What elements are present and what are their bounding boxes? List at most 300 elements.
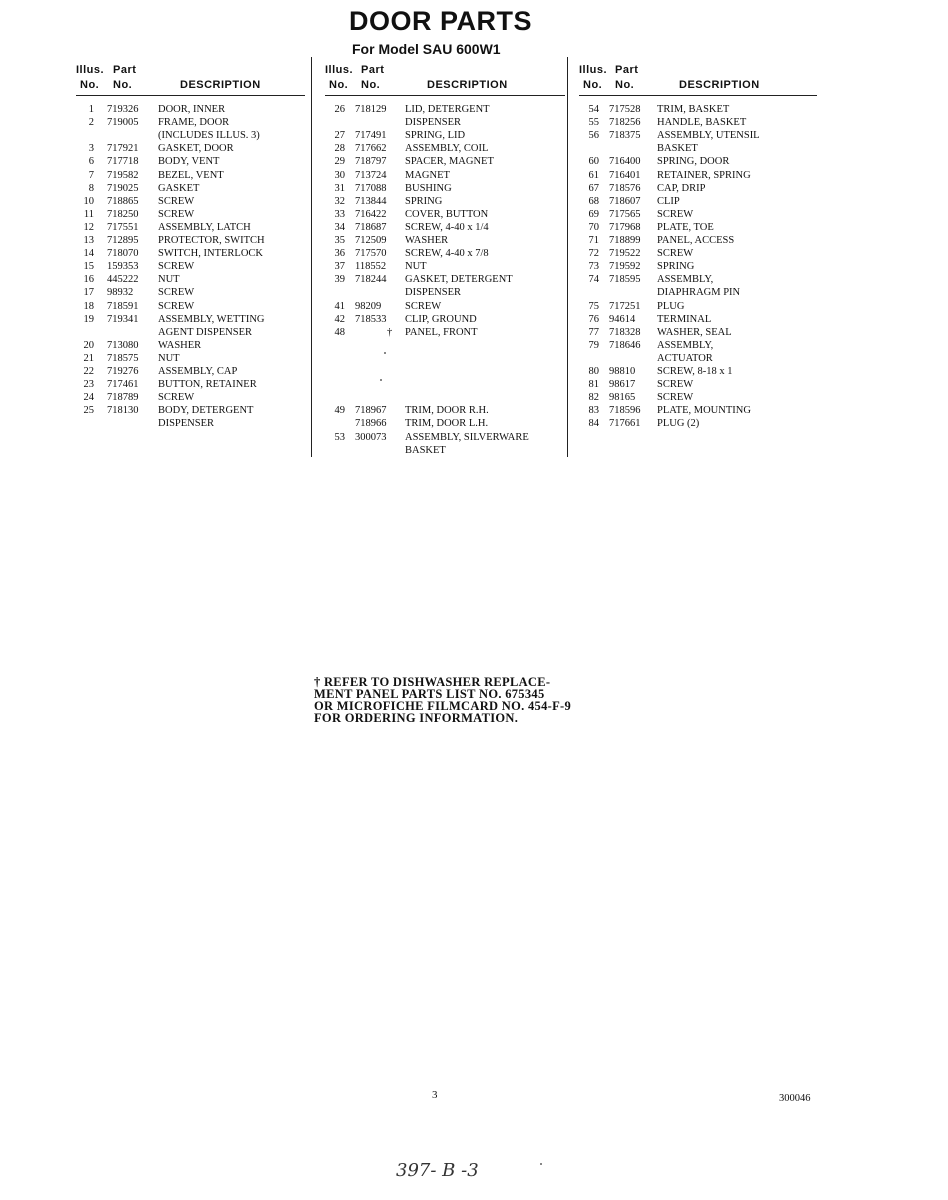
header-illus: Illus.	[579, 64, 608, 76]
header-part: Part	[615, 64, 639, 76]
part-description: ASSEMBLY, UTENSIL	[657, 130, 760, 142]
part-number: 717491	[355, 130, 387, 142]
table-row	[579, 221, 817, 234]
table-row	[76, 169, 305, 182]
table-row	[325, 103, 565, 116]
table-row	[76, 221, 305, 234]
illus-number: 56	[588, 130, 599, 142]
part-number: 713080	[107, 339, 139, 351]
table-row	[579, 169, 817, 182]
part-number: 717662	[355, 143, 387, 155]
part-description: SCREW	[158, 287, 195, 299]
part-number: 718129	[355, 104, 387, 115]
table-row	[325, 260, 565, 273]
column-header	[325, 62, 565, 96]
header-part: Part	[113, 64, 137, 76]
part-number: 159353	[107, 261, 139, 273]
illus-number: 24	[83, 392, 94, 404]
table-row	[579, 365, 817, 378]
parts-column-2	[325, 62, 565, 456]
part-number: 445222	[107, 274, 139, 286]
part-number: 717718	[107, 156, 139, 168]
illus-number: 37	[334, 261, 345, 273]
part-description: SCREW	[657, 379, 694, 391]
part-description: BASKET	[405, 444, 446, 456]
part-description: BODY, DETERGENT	[158, 405, 254, 417]
note-line: FOR ORDERING INFORMATION.	[314, 711, 519, 725]
illus-number: 71	[588, 235, 599, 246]
note-line: MENT PANEL PARTS LIST NO. 675345	[314, 687, 545, 701]
table-row	[579, 391, 817, 404]
part-description: BUTTON, RETAINER	[158, 379, 257, 391]
part-number: 718967	[355, 405, 387, 417]
part-description: DIAPHRAGM PIN	[657, 287, 741, 299]
part-description: BEZEL, VENT	[158, 169, 224, 181]
illus-number: 17	[83, 287, 94, 299]
table-row	[325, 195, 565, 208]
table-row	[76, 155, 305, 168]
handwritten-mark: 397- B -3	[396, 1160, 479, 1181]
illus-number: 3	[88, 143, 94, 155]
illus-number: 73	[588, 261, 599, 273]
table-row	[579, 142, 817, 155]
illus-number: 54	[588, 104, 599, 115]
part-description: LID, DETERGENT	[405, 104, 490, 115]
part-description: AGENT DISPENSER	[158, 326, 253, 338]
table-row	[76, 365, 305, 378]
table-row	[325, 365, 565, 378]
part-number: 713844	[355, 195, 387, 207]
part-description: DISPENSER	[158, 418, 215, 430]
illus-number: 68	[588, 195, 599, 207]
table-row	[579, 313, 817, 326]
part-description: GASKET	[158, 182, 200, 194]
part-description: ASSEMBLY, COIL	[405, 143, 489, 155]
part-description: SCREW	[158, 300, 195, 312]
part-number: 718328	[609, 326, 641, 338]
table-row	[325, 129, 565, 142]
illus-number: 81	[588, 379, 599, 391]
header-rule	[76, 95, 305, 96]
part-description: SCREW, 4-40 x 7/8	[405, 248, 489, 260]
table-row	[579, 300, 817, 313]
part-number: 717968	[609, 221, 641, 233]
illus-number: 60	[588, 156, 599, 168]
part-number: 718687	[355, 221, 387, 233]
part-number: 718607	[609, 195, 641, 207]
part-description: SPACER, MAGNET	[405, 156, 494, 168]
part-description: SWITCH, INTERLOCK	[158, 248, 263, 260]
table-row	[579, 352, 817, 365]
illus-number: 39	[334, 274, 345, 286]
column-header	[579, 62, 817, 96]
illus-number: 19	[83, 313, 94, 325]
document-code: 300046	[779, 1093, 811, 1104]
part-number: 716400	[609, 156, 641, 168]
part-description: ASSEMBLY, WETTING	[158, 313, 265, 325]
table-row	[579, 417, 817, 430]
part-number: 716422	[355, 208, 387, 220]
part-number: 718591	[107, 300, 139, 312]
header-part-no: No.	[113, 79, 133, 91]
part-description: SPRING, LID	[405, 130, 466, 142]
table-row	[579, 103, 817, 116]
table-row	[579, 208, 817, 221]
part-description: BUSHING	[405, 182, 452, 194]
part-number: 718130	[107, 405, 139, 417]
column-header	[76, 62, 305, 96]
part-number: 98810	[609, 366, 636, 377]
part-number: 98617	[609, 379, 636, 391]
illus-number: 72	[588, 248, 599, 260]
illus-number: 13	[83, 235, 94, 246]
table-row	[579, 326, 817, 339]
table-row	[325, 273, 565, 286]
part-description: PLATE, TOE	[657, 221, 714, 233]
part-number: 718375	[609, 130, 641, 142]
table-row	[325, 339, 565, 352]
part-description: CLIP	[657, 195, 680, 207]
illus-number: 21	[83, 352, 94, 364]
part-number: 717565	[609, 208, 641, 220]
table-row	[325, 247, 565, 260]
part-description: SPRING, DOOR	[657, 156, 730, 168]
column-divider-1	[311, 57, 312, 457]
header-rule	[579, 95, 817, 96]
part-number: †	[387, 326, 393, 338]
part-description: SCREW	[158, 195, 195, 207]
illus-number: 69	[588, 208, 599, 220]
part-description: TRIM, DOOR L.H.	[405, 418, 489, 430]
illus-number: 61	[588, 169, 599, 181]
part-number: 719522	[609, 248, 641, 260]
part-description: WASHER, SEAL	[657, 326, 732, 338]
part-number: 719276	[107, 366, 139, 377]
table-row	[76, 234, 305, 247]
part-description: GASKET, DOOR	[158, 143, 234, 155]
part-number: 717921	[107, 143, 139, 155]
illus-number: 20	[83, 339, 94, 351]
illus-number: 84	[588, 418, 599, 430]
part-number: 718899	[609, 235, 641, 246]
illus-number: 67	[588, 182, 599, 194]
part-number: 718797	[355, 156, 387, 168]
part-description: ASSEMBLY,	[657, 339, 714, 351]
illus-number: 49	[334, 405, 345, 417]
table-row	[76, 182, 305, 195]
table-row	[76, 208, 305, 221]
table-row	[325, 155, 565, 168]
table-row	[76, 313, 305, 326]
part-description: COVER, BUTTON	[405, 208, 489, 220]
illus-number: 41	[334, 300, 345, 312]
table-row	[76, 129, 305, 142]
illus-number: 48	[334, 326, 345, 338]
part-description: SPRING	[405, 195, 443, 207]
part-number: 719005	[107, 117, 139, 129]
part-number: 712895	[107, 235, 139, 246]
header-description: DESCRIPTION	[427, 79, 508, 91]
table-row	[325, 378, 565, 391]
table-row	[325, 169, 565, 182]
illus-number: 36	[334, 248, 345, 260]
illus-number: 27	[334, 130, 345, 142]
table-row	[325, 391, 565, 404]
part-description: BODY, VENT	[158, 156, 220, 168]
part-description: DISPENSER	[405, 117, 462, 129]
table-row	[325, 208, 565, 221]
part-number: 718256	[609, 117, 641, 129]
note-line: OR MICROFICHE FILMCARD NO. 454-F-9	[314, 699, 572, 713]
illus-number: 8	[88, 182, 94, 194]
illus-number: 82	[588, 392, 599, 404]
part-description: NUT	[405, 261, 427, 273]
header-rule	[325, 95, 565, 96]
part-description: WASHER	[405, 235, 449, 246]
part-number: 718244	[355, 274, 387, 286]
part-number: 718789	[107, 392, 139, 404]
table-row	[579, 404, 817, 417]
header-part-no: No.	[361, 79, 381, 91]
part-number: 719341	[107, 313, 139, 325]
part-number: 712509	[355, 235, 387, 246]
speck	[384, 352, 386, 354]
part-description: SCREW	[405, 300, 442, 312]
part-number: 718646	[609, 339, 641, 351]
table-row	[579, 247, 817, 260]
table-row	[579, 195, 817, 208]
illus-number: 28	[334, 143, 345, 155]
part-description: TRIM, DOOR R.H.	[405, 405, 489, 417]
table-row	[76, 378, 305, 391]
part-description: SCREW, 8-18 x 1	[657, 366, 733, 377]
part-number: 718575	[107, 352, 139, 364]
model-subtitle: For Model SAU 600W1	[352, 41, 501, 57]
part-description: ASSEMBLY, LATCH	[158, 221, 251, 233]
illus-number: 10	[83, 195, 94, 207]
table-row	[76, 286, 305, 299]
illus-number: 2	[88, 117, 94, 129]
table-row	[76, 352, 305, 365]
table-row	[579, 182, 817, 195]
table-row	[325, 431, 565, 444]
header-description: DESCRIPTION	[679, 79, 760, 91]
illus-number: 55	[588, 117, 599, 129]
table-row	[76, 247, 305, 260]
part-number: 98932	[107, 287, 134, 299]
part-number: 719326	[107, 104, 139, 115]
part-description: HANDLE, BASKET	[657, 117, 747, 129]
part-number: 718596	[609, 405, 641, 417]
illus-number: 80	[588, 366, 599, 377]
illus-number: 16	[83, 274, 94, 286]
illus-number: 29	[334, 156, 345, 168]
part-number: 717570	[355, 248, 387, 260]
illus-number: 12	[83, 221, 94, 233]
part-description: NUT	[158, 352, 180, 364]
table-row	[325, 404, 565, 417]
illus-number: 42	[334, 313, 345, 325]
illus-number: 32	[334, 195, 345, 207]
part-number: 718533	[355, 313, 387, 325]
illus-number: 34	[334, 221, 345, 233]
part-number: 717551	[107, 221, 139, 233]
illus-number: 26	[334, 104, 345, 115]
table-row	[325, 221, 565, 234]
part-description: (INCLUDES ILLUS. 3)	[158, 130, 260, 142]
illus-number: 35	[334, 235, 345, 246]
part-description: SCREW	[657, 248, 694, 260]
part-number: 719592	[609, 261, 641, 273]
table-row	[325, 417, 565, 430]
part-description: SCREW	[657, 208, 694, 220]
column-divider-2	[567, 57, 568, 457]
illus-number: 15	[83, 261, 94, 273]
part-number: 718576	[609, 182, 641, 194]
part-description: PANEL, ACCESS	[657, 235, 735, 246]
part-number: 98209	[355, 300, 382, 312]
part-description: BASKET	[657, 143, 698, 155]
header-part-no: No.	[615, 79, 635, 91]
header-description: DESCRIPTION	[180, 79, 261, 91]
part-description: SCREW	[158, 392, 195, 404]
header-part: Part	[361, 64, 385, 76]
part-description: TRIM, BASKET	[657, 104, 730, 115]
illus-number: 23	[83, 379, 94, 391]
table-row	[325, 326, 565, 339]
illus-number: 70	[588, 221, 599, 233]
part-description: ASSEMBLY, CAP	[158, 366, 238, 377]
table-row	[579, 116, 817, 129]
illus-number: 79	[588, 339, 599, 351]
part-description: PLATE, MOUNTING	[657, 405, 751, 417]
part-description: SCREW, 4-40 x 1/4	[405, 221, 489, 233]
part-number: 718250	[107, 208, 139, 220]
table-row	[76, 300, 305, 313]
illus-number: 53	[334, 431, 345, 443]
table-row	[579, 286, 817, 299]
illus-number: 83	[588, 405, 599, 417]
table-row	[76, 404, 305, 417]
part-description: TERMINAL	[657, 313, 712, 325]
table-row	[579, 378, 817, 391]
part-number: 717661	[609, 418, 641, 430]
table-row	[579, 234, 817, 247]
table-row	[325, 313, 565, 326]
illus-number: 75	[588, 300, 599, 312]
part-number: 713724	[355, 169, 387, 181]
part-description: ASSEMBLY, SILVERWARE	[405, 431, 529, 443]
part-description: PLUG	[657, 300, 685, 312]
illus-number: 6	[88, 156, 94, 168]
part-number: 98165	[609, 392, 636, 404]
table-row	[76, 260, 305, 273]
page-number: 3	[432, 1089, 438, 1101]
table-row	[579, 260, 817, 273]
table-row	[579, 339, 817, 352]
illus-number: 25	[83, 405, 94, 417]
table-row	[76, 417, 305, 430]
illus-number: 7	[88, 169, 94, 181]
part-number: 300073	[355, 431, 387, 443]
table-row	[76, 273, 305, 286]
table-row	[579, 273, 817, 286]
part-description: PLUG (2)	[657, 418, 700, 430]
table-row	[76, 339, 305, 352]
part-number: 719025	[107, 182, 139, 194]
part-description: SCREW	[158, 208, 195, 220]
note-line: † REFER TO DISHWASHER REPLACE-	[314, 675, 551, 689]
parts-column-3	[579, 62, 817, 430]
part-number: 718865	[107, 195, 139, 207]
part-description: SCREW	[158, 261, 195, 273]
part-description: SCREW	[657, 392, 694, 404]
part-number: 118552	[355, 261, 387, 273]
part-number: 717088	[355, 182, 387, 194]
illus-number: 22	[83, 366, 94, 377]
table-row	[325, 116, 565, 129]
table-row	[325, 300, 565, 313]
illus-number: 1	[88, 104, 94, 115]
part-description: PROTECTOR, SWITCH	[158, 235, 265, 246]
table-row	[76, 326, 305, 339]
header-illus-no: No.	[80, 79, 100, 91]
table-row	[325, 444, 565, 457]
part-number: 717251	[609, 300, 641, 312]
table-row	[76, 142, 305, 155]
part-description: SPRING	[657, 261, 695, 273]
table-row	[325, 234, 565, 247]
part-description: DISPENSER	[405, 287, 462, 299]
illus-number: 76	[588, 313, 599, 325]
part-description: GASKET, DETERGENT	[405, 274, 513, 286]
illus-number: 11	[83, 208, 94, 220]
table-row	[76, 116, 305, 129]
header-illus: Illus.	[76, 64, 105, 76]
part-number: 718966	[355, 418, 387, 430]
part-description: NUT	[158, 274, 180, 286]
table-row	[325, 142, 565, 155]
illus-number: 30	[334, 169, 345, 181]
illus-number: 31	[334, 182, 345, 194]
table-row	[76, 391, 305, 404]
illus-number: 33	[334, 208, 345, 220]
part-number: 717461	[107, 379, 139, 391]
part-description: RETAINER, SPRING	[657, 169, 751, 181]
parts-column-1	[76, 62, 305, 430]
part-description: MAGNET	[405, 169, 450, 181]
part-description: CAP, DRIP	[657, 182, 706, 194]
table-row	[76, 103, 305, 116]
table-row	[76, 195, 305, 208]
part-number: 717528	[609, 104, 641, 115]
part-description: CLIP, GROUND	[405, 313, 477, 325]
header-illus-no: No.	[583, 79, 603, 91]
part-number: 716401	[609, 169, 641, 181]
part-number: 718595	[609, 274, 641, 286]
part-description: DOOR, INNER	[158, 104, 226, 115]
illus-number: 74	[588, 274, 599, 286]
part-number: 94614	[609, 313, 636, 325]
table-row	[579, 129, 817, 142]
table-row	[325, 352, 565, 365]
part-description: FRAME, DOOR	[158, 117, 230, 129]
part-number: 718070	[107, 248, 139, 260]
table-row	[579, 155, 817, 168]
illus-number: 77	[588, 326, 599, 338]
speck	[540, 1163, 542, 1165]
illus-number: 18	[83, 300, 94, 312]
